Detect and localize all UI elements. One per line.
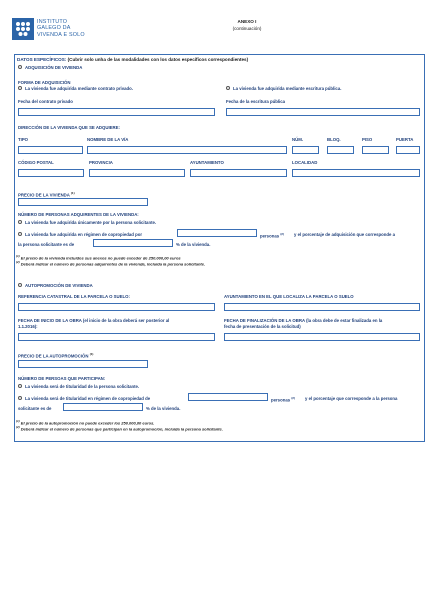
num-field[interactable] [292, 146, 319, 154]
col-prov: PROVINCIA [89, 160, 113, 165]
cp-field[interactable] [18, 169, 84, 177]
logo-line-2: GALEGO DA [37, 25, 71, 32]
col-ayto: AYUNTAMIENTO [190, 160, 224, 165]
col-puerta: PUERTA [396, 137, 414, 142]
coownership-label-e: % de la vivienda. [176, 241, 211, 247]
cadastral-label: REFERENCIA CATASTRAL DE LA PARCELA O SUELO: [18, 294, 130, 299]
acquisition-form-label: FORMA DE ADQUISICIÓN [18, 80, 71, 85]
private-contract-label: La vivienda fue adquirida mediante contrato privado. [25, 85, 133, 91]
via-field[interactable] [87, 146, 287, 154]
annex-subtitle: (continuación) [232, 26, 262, 31]
specific-data-title [17, 57, 248, 62]
col-tipo: TIPO [18, 137, 29, 142]
sp-note-1-mark: (1) [16, 419, 20, 423]
acq-note-2-text: Deberá indicar el número de personas adquirentes de la vivienda, incluida la persona solicitante. [20, 261, 206, 267]
private-contract-date-label: Fecha del contrato privado [18, 99, 73, 104]
sp-coownership-label-e: % de la vivienda. [146, 405, 181, 411]
acq-note-1-mark: (1) [16, 254, 20, 258]
coownership-label-d: la persona solicitante es de [18, 241, 75, 247]
coownership-persons-text: personas [260, 232, 280, 238]
public-deed-radio[interactable] [226, 86, 230, 90]
institution-name [37, 19, 85, 38]
sp-coownership-persons-text: personas [271, 396, 291, 402]
sp-price-footnote-mark: (1) [89, 352, 94, 356]
acquisition-radio[interactable] [18, 65, 22, 69]
end-date-label-b: fecha de presentación de la solicitud) [224, 324, 301, 329]
public-deed-label: La vivienda fue adquirida mediante escritura pública. [233, 85, 342, 91]
sp-coowners-count-field[interactable] [188, 393, 268, 401]
coowners-count-field[interactable] [177, 229, 257, 237]
public-deed-date-label: Fecha de la escritura pública [226, 99, 285, 104]
coownership-label-a: La vivienda fue adquirida en régimen de copropiedad por [25, 231, 142, 237]
acq-note-1-text: El precio de la vivienda incluidos sus anexos no puede exceder de 250.000,00 euros [20, 255, 181, 261]
cadastral-field[interactable] [18, 303, 215, 311]
coownership-radio[interactable] [18, 232, 22, 236]
piso-field[interactable] [362, 146, 389, 154]
sp-coownership-persons [271, 396, 295, 402]
public-deed-date-field[interactable] [226, 108, 420, 116]
col-via: NOMBRE DE LA VÍA [87, 137, 129, 142]
start-date-label-a: FECHA DE INICIO DE LA OBRA (el inicio de la obra deberá ser posterior al [18, 318, 170, 323]
only-applicant-label: La vivienda fue adquirida únicamente por la persona solicitante. [25, 219, 157, 225]
acquisition-option-label: ADQUISICIÓN DE VIVIENDA [25, 64, 83, 70]
specific-data-heading: DATOS ESPECÍFICOS: [17, 57, 67, 62]
coownership-footnote-mark: (2) [280, 231, 284, 236]
sp-coownership-percent-field[interactable] [63, 403, 143, 411]
coownership-percent-field[interactable] [93, 239, 173, 247]
start-date-label-b: 1.1.2016): [18, 324, 38, 329]
prov-field[interactable] [89, 169, 185, 177]
annex-title: ANEXO I [237, 19, 257, 24]
coownership-persons [260, 232, 284, 238]
address-label: DIRECCIÓN DE LA VIVIENDA QUE SE ADQUIERE: [18, 125, 120, 130]
sp-coownership-label-a: La vivienda será de titularidad en régimen de copropiedad de [25, 395, 151, 401]
sp-note-2 [16, 425, 223, 431]
sp-coownership-label-c: y el porcentaje que corresponde a la persona [305, 395, 398, 401]
sp-note-1-text: El precio de la autopromoción no puede exceder los 250.000,00 euros. [20, 420, 155, 426]
persons-label: NÚMERO DE PERSONAS ADQUIRENTES DE LA VIVIENDA: [18, 212, 139, 217]
sp-note-2-text: Deberá indicar el número de personas que participan en la autopromoción, incluida la persona solicitante. [20, 426, 223, 432]
igvs-logo-icon [12, 18, 34, 40]
sp-persons-label: NÚMERO DE PERSOAS QUE PARTICIPAN: [18, 376, 106, 381]
parcel-municipality-field[interactable] [224, 303, 420, 311]
logo-line-1: INSTITUTO [37, 19, 68, 25]
acq-note-2 [16, 260, 205, 266]
bloq-field[interactable] [327, 146, 354, 154]
start-date-field[interactable] [18, 333, 215, 341]
coownership-label-c: y el porcentaje de adquisición que corresponde a [294, 231, 396, 237]
col-localidad: LOCALIDAD [292, 160, 318, 165]
tipo-field[interactable] [18, 146, 83, 154]
sp-coownership-footnote-mark: (2) [291, 395, 295, 400]
localidad-field[interactable] [292, 169, 420, 177]
selfpromotion-radio[interactable] [18, 283, 22, 287]
logo-line-3: VIVENDA E SOLO [37, 31, 85, 38]
sp-price-field[interactable] [18, 360, 148, 368]
price-field[interactable] [18, 198, 148, 206]
price-label [18, 191, 75, 197]
col-cp: CÓDIGO POSTAL [18, 160, 54, 165]
private-contract-radio[interactable] [18, 86, 22, 90]
ayto-field[interactable] [190, 169, 287, 177]
col-bloq: BLOQ. [327, 137, 341, 142]
puerta-field[interactable] [396, 146, 420, 154]
sp-only-applicant-label: La vivienda será de titularidad de la persona solicitante. [25, 383, 140, 389]
sp-only-applicant-radio[interactable] [18, 384, 22, 388]
selfpromotion-option-label: AUTOPROMOCIÓN DE VIVIENDA [25, 282, 93, 288]
price-footnote-mark: (1) [70, 191, 75, 195]
sp-coownership-radio[interactable] [18, 396, 22, 400]
only-applicant-radio[interactable] [18, 220, 22, 224]
end-date-field[interactable] [224, 333, 420, 341]
col-num: NÚM. [292, 137, 303, 142]
sp-price-label-text: PRECIO DE LA AUTOPROMOCIÓN [18, 353, 89, 359]
price-label-text: PRECIO DE LA VIVIENDA [18, 192, 70, 198]
sp-price-label [18, 352, 93, 358]
acq-note-2-mark: (2) [16, 260, 20, 264]
sp-coownership-label-d: solicitante es de [18, 405, 52, 411]
parcel-municipality-label: AYUNTAMIENTO EN EL QUE LOCALIZA LA PARCELA O SUELO [224, 294, 354, 299]
sp-note-2-mark: (2) [16, 425, 20, 429]
col-piso: PISO [362, 137, 373, 142]
specific-data-instruction: (Cubrir solo unha de las modalidades con los datos específicos correspondientes) [67, 57, 249, 62]
end-date-label-a: FECHA DE FINALIZACIÓN DE LA OBRA (la obra debe de estar finalizada en la [224, 318, 383, 323]
private-contract-date-field[interactable] [18, 108, 215, 116]
